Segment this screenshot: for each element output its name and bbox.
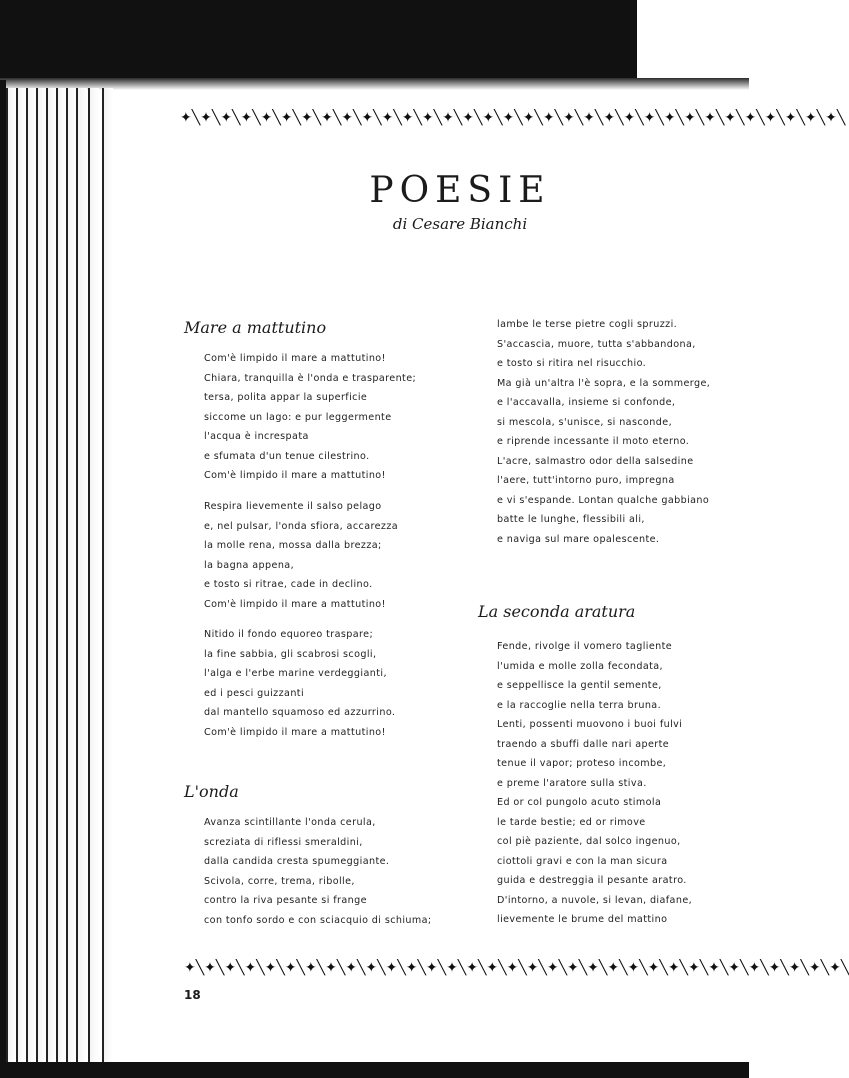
poem-line: Com'è limpido il mare a mattutino!	[204, 598, 386, 610]
page-stack-edges	[6, 88, 118, 1062]
scan-border-top	[0, 0, 637, 80]
poem-stanza	[204, 497, 398, 614]
page-number: 18	[184, 988, 201, 1002]
poem-line: l'aere, tutt'intorno puro, impregna	[497, 475, 675, 486]
poem-line: lievemente le brume del mattino	[497, 914, 668, 925]
poem-line: Fende, rivolge il vomero tagliente	[497, 641, 673, 652]
poem-line: l'umida e molle zolla fecondata,	[497, 660, 663, 672]
poem-line: Ed or col pungolo acuto stimola	[497, 797, 662, 808]
poem-line: batte le lunghe, flessibili ali,	[497, 514, 645, 525]
poem-stanza	[204, 813, 432, 930]
poem-line: contro la riva pesante si frange	[204, 895, 367, 906]
poem-line: e vi s'espande. Lontan qualche gabbiano	[497, 494, 710, 506]
poem-line: e naviga sul mare opalescente.	[497, 533, 660, 545]
poem-line: D'intorno, a nuvole, si levan, diafane,	[497, 894, 693, 906]
poem-line: e sfumata d'un tenue cilestrino.	[204, 450, 370, 462]
poem-line: col piè paziente, dal solco ingenuo,	[497, 836, 681, 847]
poem-line: guida e destreggia il pesante aratro.	[497, 875, 687, 886]
poem-title-aratura: La seconda aratura	[478, 602, 636, 621]
poem-line: ed i pesci guizzanti	[204, 687, 305, 699]
poem-line: Com'è limpido il mare a mattutino!	[204, 726, 386, 738]
poem-stanza	[204, 625, 395, 742]
poem-line: Chiara, tranquilla è l'onda e trasparente;	[204, 372, 417, 384]
poem-line: e seppellisce la gentil semente,	[497, 680, 662, 691]
scan-border-bottom	[0, 1062, 749, 1078]
poem-line: screziata di riflessi smeraldini,	[204, 836, 363, 848]
author-byline: di Cesare Bianchi	[392, 215, 528, 233]
poem-line: l'alga e l'erbe marine verdeggianti,	[204, 668, 387, 679]
poem-stanza	[497, 637, 692, 930]
poem-line: Ma già un'altra l'è sopra, e la sommerge,	[497, 377, 711, 389]
poem-line: la molle rena, mossa dalla brezza;	[204, 540, 382, 551]
poem-line: e la raccoglie nella terra bruna.	[497, 699, 662, 711]
poem-line: Nitido il fondo equoreo traspare;	[204, 629, 374, 640]
poem-line: siccome un lago: e pur leggermente	[204, 411, 392, 423]
poem-line: S'accascia, muore, tutta s'abbandona,	[497, 338, 696, 350]
poem-line: ciottoli gravi e con la man sicura	[497, 855, 668, 867]
page-title: POESIE	[369, 170, 551, 211]
poem-line: e, nel pulsar, l'onda sfiora, accarezza	[204, 520, 399, 532]
poem-stanza	[497, 315, 710, 549]
poem-line: l'acqua è increspata	[204, 431, 309, 442]
poem-line: Avanza scintillante l'onda cerula,	[204, 817, 376, 828]
poem-line: tenue il vapor; proteso incombe,	[497, 758, 667, 769]
poem-line: dal mantello squamoso ed azzurrino.	[204, 707, 396, 718]
page-edge	[76, 88, 87, 1062]
poem-line: Com'è limpido il mare a mattutino!	[204, 470, 386, 481]
poem-line: e preme l'aratore sulla stiva.	[497, 777, 647, 789]
poem-line: Lenti, possenti muovono i buoi fulvi	[497, 719, 683, 730]
poem-line: traendo a sbuffi dalle nari aperte	[497, 738, 670, 750]
decorative-border-bottom: ✦╲✦╲✦╲✦╲✦╲✦╲✦╲✦╲✦╲✦╲✦╲✦╲✦╲✦╲✦╲✦╲✦╲✦╲✦╲✦╲✦╲✦╲✦╲✦╲✦╲✦╲✦╲✦╲✦╲✦╲✦╲✦╲✦╲	[184, 960, 849, 976]
poem-line: e riprende incessante il moto eterno.	[497, 436, 690, 447]
poem-line: e l'accavalla, insieme si confonde,	[497, 397, 676, 408]
poem-title-onda: L'onda	[184, 782, 239, 801]
poem-stanza	[204, 349, 416, 486]
poem-line: Respira lievemente il salso pelago	[204, 501, 382, 512]
page-edge	[102, 88, 113, 1062]
poem-line: la fine sabbia, gli scabrosi scogli,	[204, 648, 377, 660]
poem-line: lambe le terse pietre cogli spruzzi.	[497, 319, 678, 330]
poem-line: e tosto si ritira nel risucchio.	[497, 358, 647, 369]
poem-line: Com'è limpido il mare a mattutino!	[204, 353, 386, 364]
poem-line: L'acre, salmastro odor della salsedine	[497, 455, 694, 467]
decorative-border-top: ✦╲✦╲✦╲✦╲✦╲✦╲✦╲✦╲✦╲✦╲✦╲✦╲✦╲✦╲✦╲✦╲✦╲✦╲✦╲✦╲✦╲✦╲✦╲✦╲✦╲✦╲✦╲✦╲✦╲✦╲✦╲✦╲✦╲	[180, 110, 846, 126]
poem-line: si mescola, s'unisce, si nasconde,	[497, 416, 673, 428]
poem-line: e tosto si ritrae, cade in declino.	[204, 579, 373, 590]
poem-line: le tarde bestie; ed or rimove	[497, 816, 646, 828]
poem-line: Scivola, corre, trema, ribolle,	[204, 875, 355, 887]
poem-line: la bagna appena,	[204, 559, 295, 571]
poem-line: con tonfo sordo e con sciacquio di schiuma;	[204, 914, 432, 926]
poem-line: dalla candida cresta spumeggiante.	[204, 856, 390, 867]
poem-line: tersa, polita appar la superficie	[204, 392, 368, 403]
poem-title-mare: Mare a mattutino	[184, 318, 327, 337]
page-edge	[88, 88, 99, 1062]
